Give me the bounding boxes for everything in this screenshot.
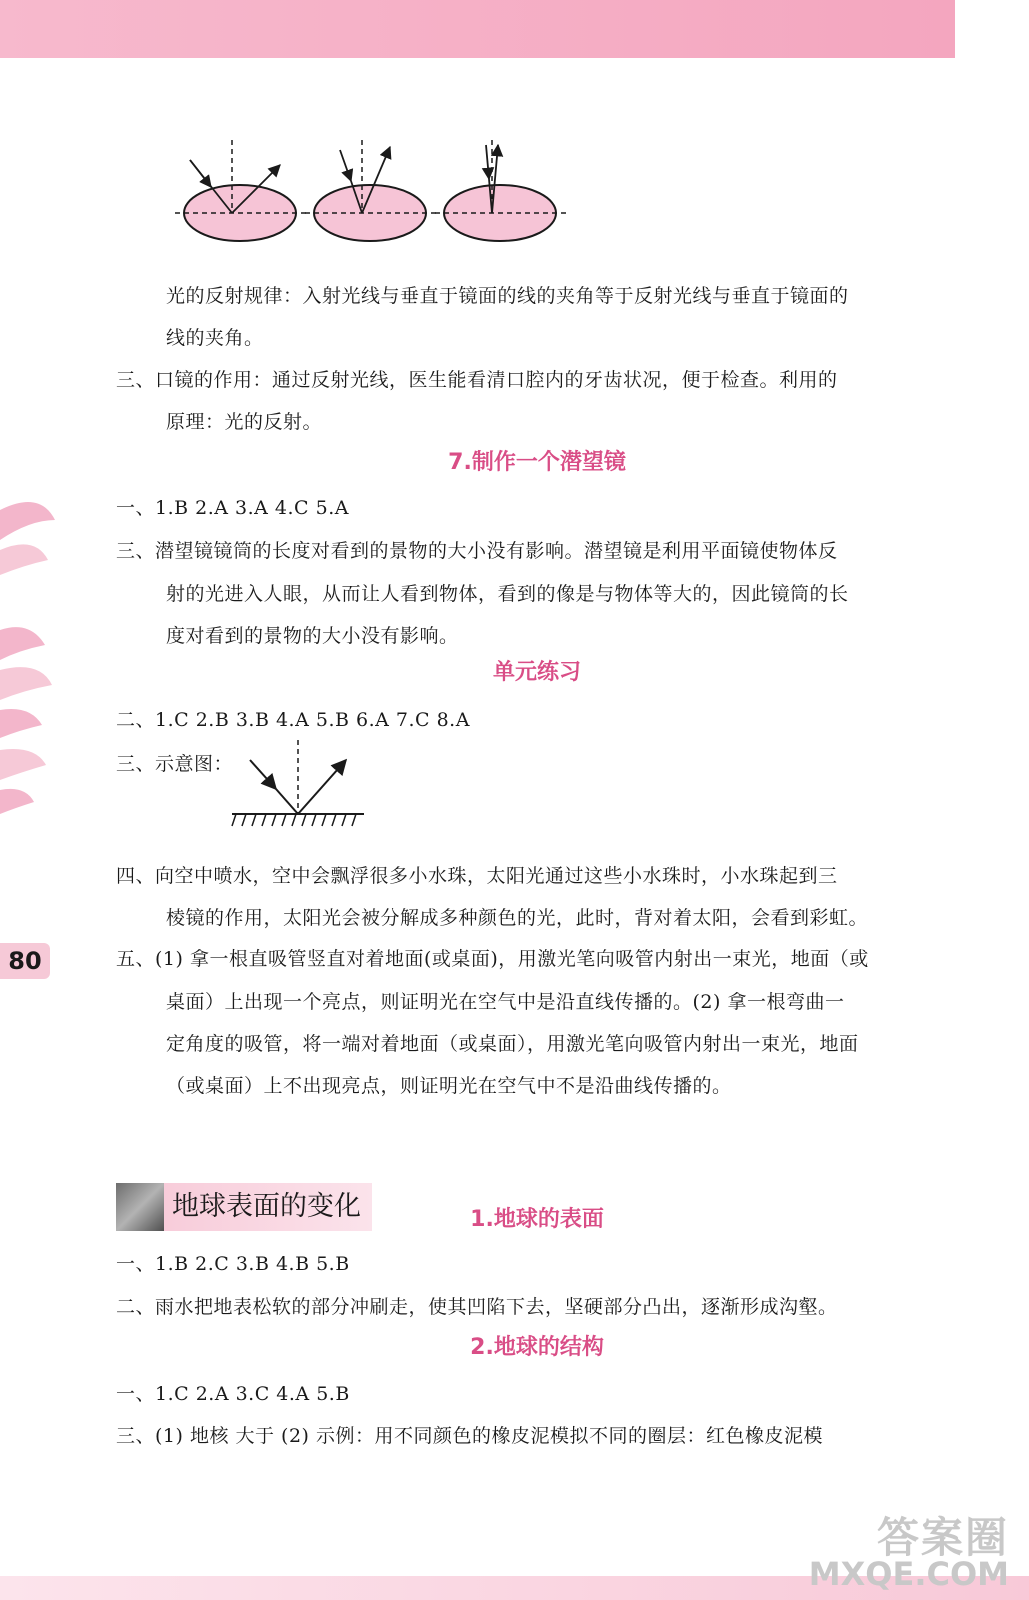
reflection-diagrams [170, 135, 580, 255]
answer-line: 二、1.C 2.B 3.B 4.A 5.B 6.A 7.C 8.A [116, 709, 470, 731]
text-line: 三、口镜的作用：通过反射光线，医生能看清口腔内的牙齿状况，便于检查。利用的 [116, 369, 838, 391]
answer-line: 一、1.C 2.A 3.C 4.A 5.B [116, 1383, 350, 1405]
text-line: 桌面）上出现一个亮点，则证明光在空气中是沿直线传播的。(2) 拿一根弯曲一 [166, 991, 845, 1013]
text-line: 棱镜的作用，太阳光会被分解成多种颜色的光，此时，背对着太阳，会看到彩虹。 [166, 907, 869, 929]
text-line: 四、向空中喷水，空中会飘浮很多小水珠，太阳光通过这些小水珠时，小水珠起到三 [116, 865, 838, 887]
watermark [808, 1505, 1015, 1600]
watermark-logo-text: 答案圈 [876, 1513, 1009, 1562]
text-line: 二、雨水把地表松软的部分冲刷走，使其凹陷下去，坚硬部分凸出，逐渐形成沟壑。 [116, 1296, 838, 1318]
section-title: 地球表面的变化 [172, 1191, 361, 1222]
mirror-diagram-3 [435, 140, 568, 241]
text-line: 光的反射规律：入射光线与垂直于镜面的线的夹角等于反射光线与垂直于镜面的 [166, 285, 849, 307]
text-line: 线的夹角。 [166, 327, 264, 349]
section-heading: 2.地球的结构 [470, 1335, 604, 1360]
top-decorative-band [0, 0, 955, 58]
plane-mirror-diagram [226, 738, 371, 830]
section-heading: 单元练习 [492, 660, 581, 685]
watermark-url: MXQE.COM [808, 1555, 1009, 1593]
section-heading: 1.地球的表面 [470, 1207, 604, 1232]
text-line: 原理：光的反射。 [166, 411, 323, 433]
text-line: 三、示意图： [116, 753, 234, 775]
mirror-diagram-1 [175, 140, 308, 241]
text-line: 度对看到的景物的大小没有影响。 [166, 625, 459, 647]
section-heading: 7.制作一个潜望镜 [448, 450, 626, 475]
leaf-decoration-icon [0, 480, 60, 820]
text-line: 三、潜望镜镜筒的长度对看到的景物的大小没有影响。潜望镜是利用平面镜使物体反 [116, 540, 838, 562]
text-line: 射的光进入人眼，从而让人看到物体，看到的像是与物体等大的，因此镜筒的长 [166, 583, 849, 605]
text-line: 五、(1) 拿一根直吸管竖直对着地面(或桌面)，用激光笔向吸管内射出一束光，地面（或 [116, 948, 869, 970]
page-number: 80 [0, 943, 50, 979]
text-line: （或桌面）上不出现亮点，则证明光在空气中不是沿曲线传播的。 [166, 1075, 732, 1097]
mirror-diagram-2 [305, 140, 438, 241]
text-line: 定角度的吸管，将一端对着地面（或桌面），用激光笔向吸管内射出一束光，地面 [166, 1033, 859, 1055]
answer-line: 一、1.B 2.C 3.B 4.B 5.B [116, 1253, 350, 1275]
text-line: 三、(1) 地核 大于 (2) 示例：用不同颜色的橡皮泥模拟不同的圈层：红色橡皮泥模 [116, 1425, 823, 1447]
answer-line: 一、1.B 2.A 3.A 4.C 5.A [116, 497, 349, 519]
